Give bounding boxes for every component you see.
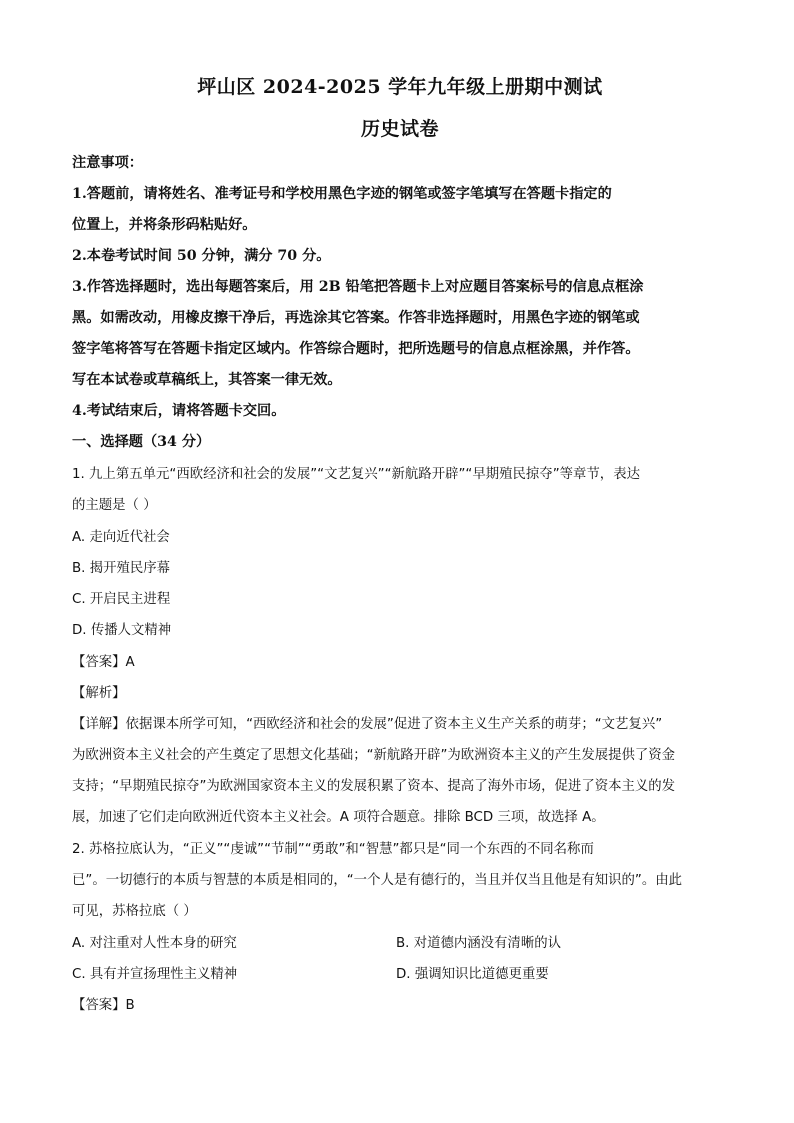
q1-option-d: D. 传播人文精神 (72, 623, 172, 638)
q1-option-b: B. 揭开殖民序幕 (72, 561, 171, 576)
q1-stem: 1. 九上第五单元“西欧经济和社会的发展”“文艺复兴”“新航路开辟”“早期殖民掠夺”等章节，表达 (72, 467, 640, 482)
notice-line: 3.作答选择题时，选出每题答案后，用 2B 铅笔把答题卡上对应题目答案标号的信息点框涂 (72, 279, 644, 295)
q2-stem: 2. 苏格拉底认为，“正义”“虔诚”“节制”“勇敢”和“智慧”都只是“同一个东西的不同名称而 (72, 842, 594, 857)
q2-stem: 已”。一切德行的本质与智慧的本质是相同的，“一个人是有德行的，当且并仅当且他是有知识的”。由此 (72, 873, 682, 888)
page-title: 坪山区 2024-2025 学年九年级上册期中测试 (197, 76, 603, 98)
notice-line: 4.考试结束后，请将答题卡交回。 (72, 403, 286, 419)
q1-answer: 【答案】A (72, 655, 135, 670)
notice-line: 1.答题前，请将姓名、准考证号和学校用黑色字迹的钢笔或签字笔填写在答题卡指定的 (72, 186, 612, 202)
section-heading: 一、选择题（34 分） (72, 434, 211, 450)
notice-line: 位置上，并将条形码粘贴好。 (72, 217, 257, 233)
q1-option-a: A. 走向近代社会 (72, 530, 170, 545)
q1-detail: 展，加速了它们走向欧洲近代资本主义社会。A 项符合题意。排除 BCD 三项，故选择 A。 (72, 810, 605, 825)
q1-detail: 支持；“早期殖民掠夺”为欧洲国家资本主义的发展积累了资本、提高了海外市场，促进了资本主义的发 (72, 779, 676, 794)
notice-line: 签字笔将答写在答题卡指定区域内。作答综合题时，把所选题号的信息点框涂黑，并作答。 (72, 341, 640, 357)
q2-answer: 【答案】B (72, 998, 135, 1013)
q2-option-c: C. 具有并宣扬理性主义精神 (72, 967, 238, 982)
q1-analysis: 【解析】 (72, 686, 126, 701)
q2-option-a: A. 对注重对人性本身的研究 (72, 936, 237, 951)
page-subtitle: 历史试卷 (360, 118, 439, 140)
q1-detail: 为欧洲资本主义社会的产生奠定了思想文化基础；“新航路开辟”为欧洲资本主义的产生发展提供了资金 (72, 748, 676, 763)
notice-line: 写在本试卷或草稿纸上，其答案一律无效。 (72, 372, 342, 388)
notice-heading: 注意事项： (72, 155, 143, 171)
q2-option-b: B. 对道德内涵没有清晰的认 (396, 936, 561, 951)
q1-detail: 【详解】依据课本所学可知，“西欧经济和社会的发展”促进了资本主义生产关系的萌芽；“文艺复兴” (72, 717, 663, 732)
notice-line: 2.本卷考试时间 50 分钟，满分 70 分。 (72, 248, 331, 264)
q1-stem: 的主题是（ ） (72, 498, 157, 513)
q2-stem: 可见，苏格拉底（ ） (72, 904, 197, 919)
notice-line: 黑。如需改动，用橡皮擦干净后，再选涂其它答案。作答非选择题时，用黑色字迹的钢笔或 (72, 310, 640, 326)
q1-option-c: C. 开启民主进程 (72, 592, 171, 607)
q2-option-d: D. 强调知识比道德更重要 (396, 967, 549, 982)
